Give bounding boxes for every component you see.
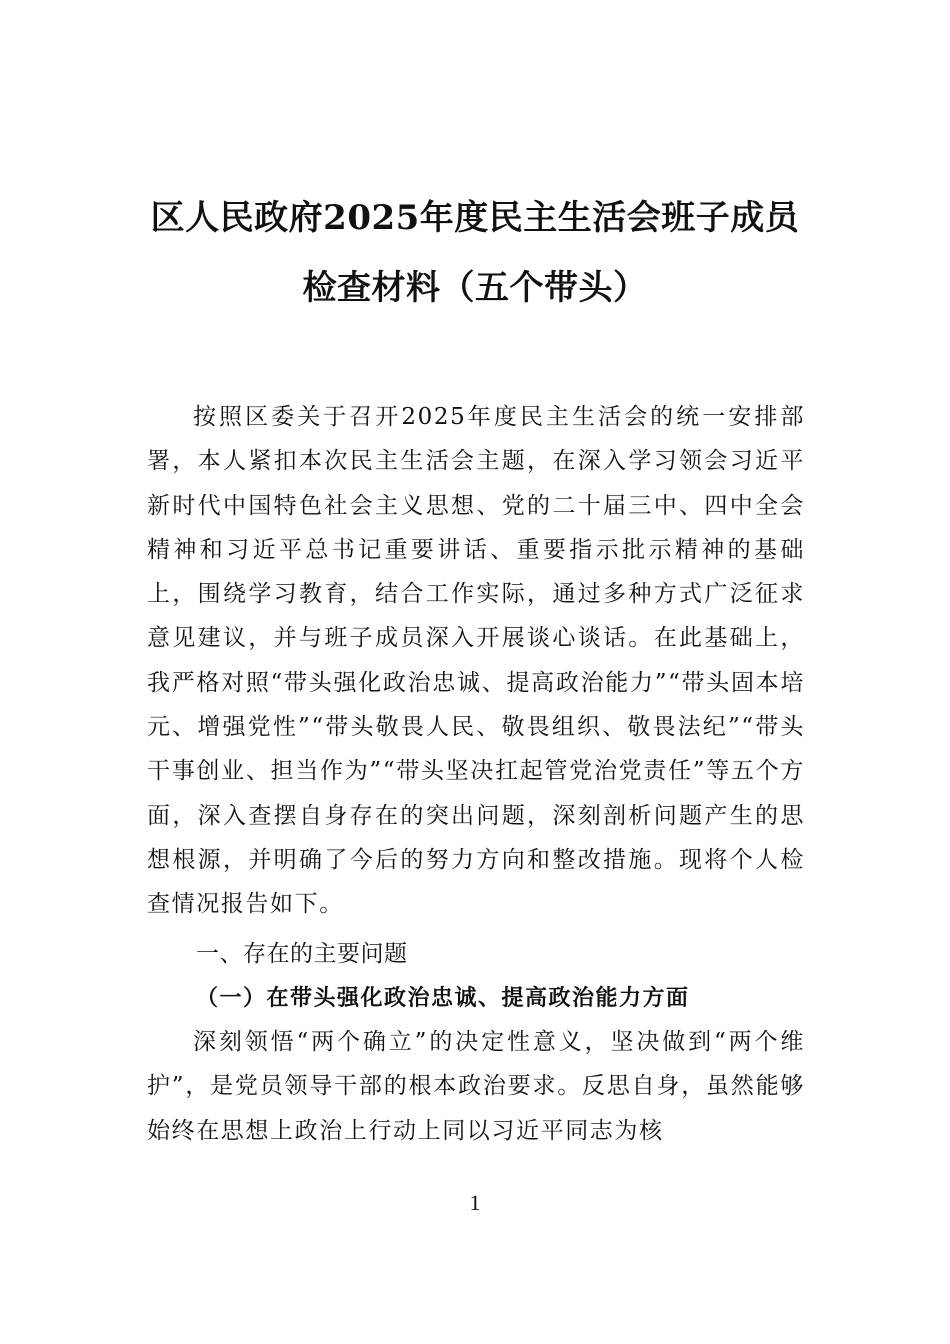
document-title-line-2: 检查材料（五个带头） (302, 268, 648, 308)
page-number: 1 (469, 1190, 481, 1215)
intro-paragraph: 按照区委关于召开2025年度民主生活会的统一安排部署，本人紧扣本次民主生活会主题，在深入学习领会习近平新时代中国特色社会主义思想、党的二十届三中、四中全会精神和习近平总书记重要讲话、重要指示批示精神的基础上，围绕学习教育，结合工作实际，通过多种方式广泛征求意见建议，并与班子成员深入开展谈心谈话。在此基础上，我严格对照“带头强化政治忠诚、提高政治能力”“带头固本培元、增强党性”“带头敬畏人民、敬畏组织、敬畏法纪”“带头干事创业、担当作为”“带头坚决扛起管党治党责任”等五个方面，深入查摆自身存在的突出问题，深刻剖析问题产生的思想根源，并明确了今后的努力方向和整改措施。现将个人检查情况报告如下。 (147, 404, 805, 918)
body-paragraph: 深刻领悟“两个确立”的决定性意义，坚决做到“两个维护”，是党员领导干部的根本政治要求。反思自身，虽然能够始终在思想上政治上行动上同以习近平同志为核 (147, 1029, 805, 1144)
subsection-heading: （一）在带头强化政治忠诚、提高政治能力方面 (196, 985, 690, 1011)
section-heading: 一、存在的主要问题 (196, 941, 408, 967)
document-title-line-1: 区人民政府2025年度民主生活会班子成员 (150, 198, 800, 238)
